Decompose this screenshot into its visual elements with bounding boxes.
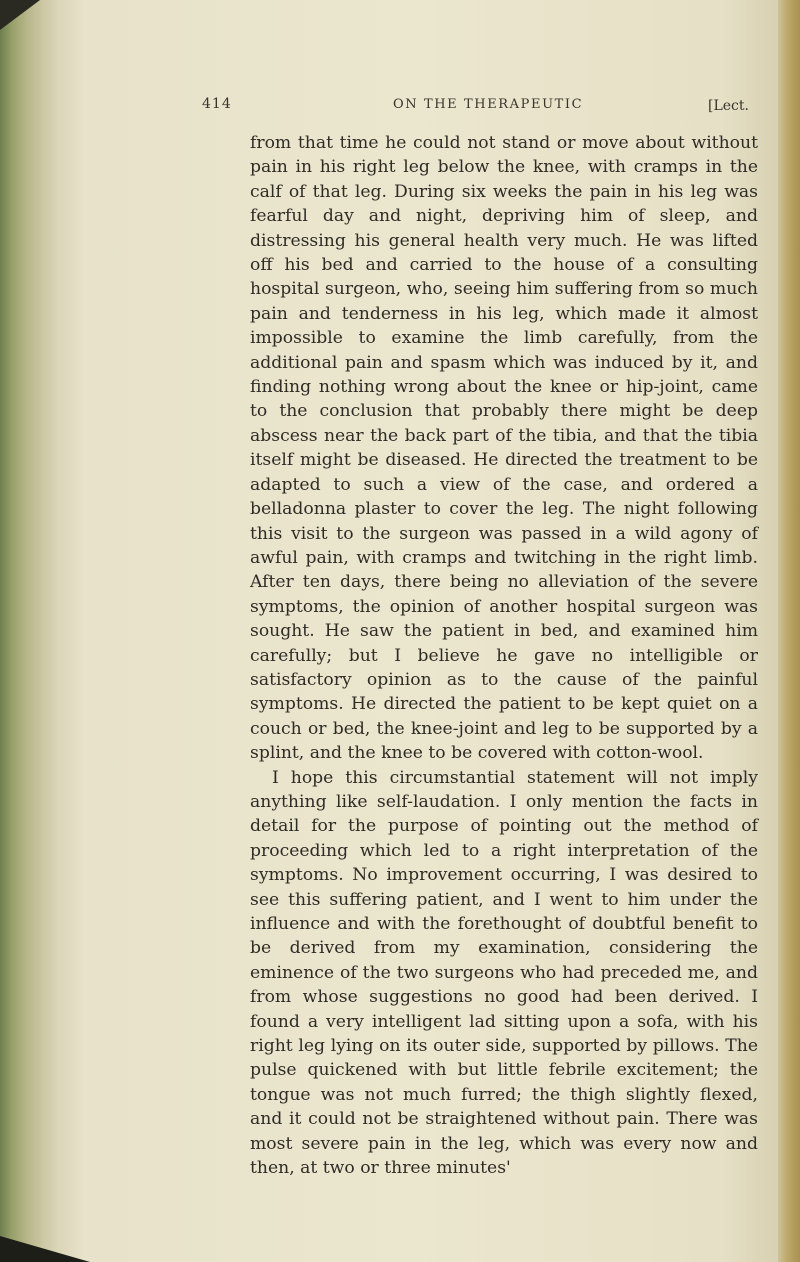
binding-corner-bottom xyxy=(0,1236,90,1262)
book-spine-shadow xyxy=(0,0,60,1262)
page-edge xyxy=(778,0,800,1262)
paragraph: from that time he could not stand or move about without pain in his right leg below the knee, with cramps in the calf of that leg. During six weeks the pain in his leg was fearful day and night, depriving him of sleep, and distressing his general health very much. He was lifted off his bed and carried to the house of a consulting hospital surgeon, who, seeing him suffering from so much pain and tenderness in his leg, which made it almost impossible to examine the limb carefully, from the additional pain and spasm which was induced by it, and finding nothing wrong about the knee or hip-joint, came to the conclusion that probably there might be deep abscess near the back part of the tibia, and that the tibia itself might be diseased. He directed the treatment to be adapted to such a view of the case, and ordered a belladonna plaster to cover the leg. The night following this visit to the surgeon was passed in a wild agony of awful pain, with cramps and twitching in the right limb. After ten days, there being no alleviation of the severe symptoms, the opinion of another hospital surgeon was sought. He saw the patient in bed, and examined him carefully; but I believe he gave no intelligible or satisfactory opinion as to the cause of the painful symptoms. He directed the patient to be kept quiet on a couch or bed, the knee-joint and leg to be supported by a splint, and the knee to be covered with cotton-wool. xyxy=(250,133,758,764)
section-mark: [Lect. xyxy=(708,98,749,114)
page-number: 414 xyxy=(202,96,232,112)
body-text xyxy=(250,131,758,1180)
running-head: ON THE THERAPEUTIC xyxy=(393,97,584,112)
page-header xyxy=(178,96,749,120)
binding-corner-top xyxy=(0,0,40,30)
paragraph: I hope this circumstantial statement will not imply anything like self-laudation. I only mention the facts in detail for the purpose of pointing out the method of proceeding which led to a right interpretation of the symptoms. No improvement occurring, I was desired to see this suffering patient, and I went to him under the influence and with the forethought of doubtful benefit to be derived from my examination, considering the eminence of the two surgeons who had preceded me, and from whose suggestions no good had been derived. I found a very intelligent lad sitting upon a sofa, with his right leg lying on its outer side, supported by pillows. The pulse quickened with but little febrile excitement; the tongue was not much furred; the thigh slightly flexed, and it could not be straightened without pain. There was most severe pain in the leg, which was every now and then, at two or three minutes' xyxy=(250,767,758,1179)
